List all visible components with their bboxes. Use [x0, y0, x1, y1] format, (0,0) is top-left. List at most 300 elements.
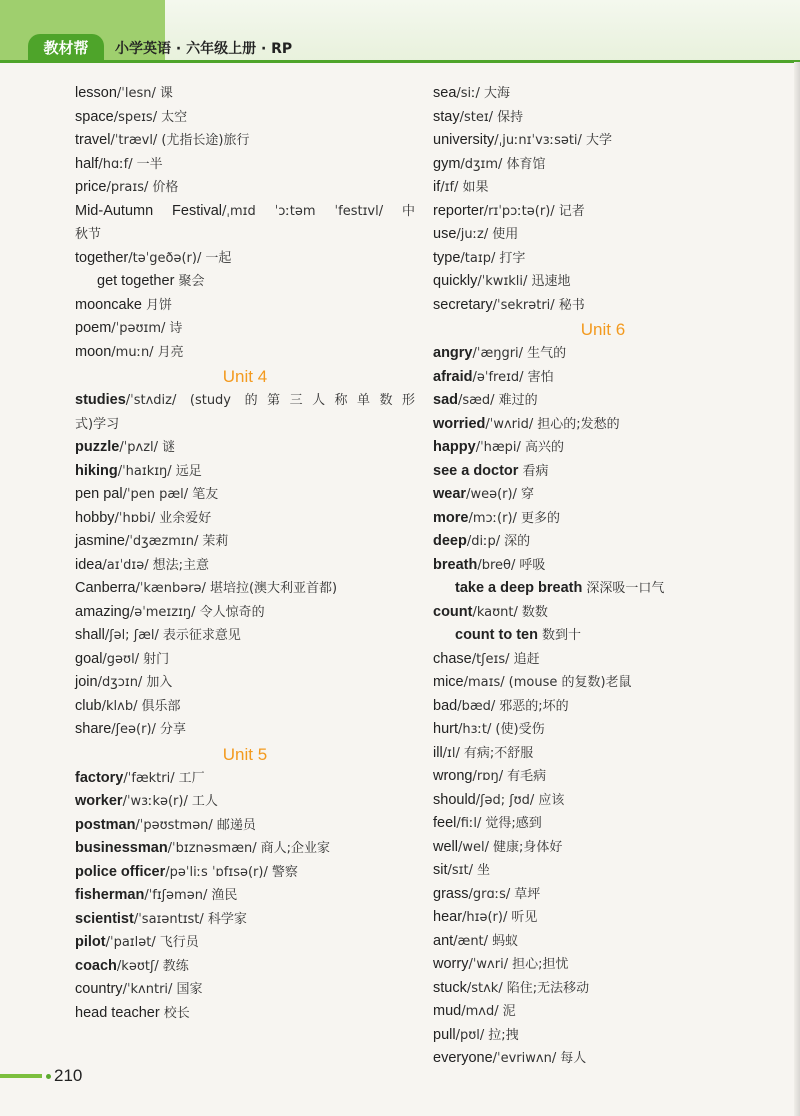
unit-heading: Unit 6	[580, 320, 626, 339]
vocab-phonetic: /ˈpen pæl/	[122, 487, 189, 502]
vocab-phonetic: /ˈpəʊɪm/	[111, 321, 166, 336]
vocab-meaning: 深的	[504, 534, 531, 549]
vocab-phonetic: /mʌd/	[461, 1004, 499, 1019]
vocab-phonetic: /ˈwʌri/	[468, 957, 509, 972]
vocab-meaning: 飞行员	[159, 935, 199, 950]
vocab-entry	[75, 577, 415, 601]
vocab-entry	[75, 270, 415, 294]
vocab-phonetic: /ɪf/	[440, 180, 459, 195]
vocab-phonetic: /kəʊtʃ/	[116, 958, 159, 974]
vocab-word: worker	[75, 793, 123, 809]
vocab-entry	[433, 1047, 773, 1071]
vocab-word: secretary	[433, 296, 493, 313]
vocab-entry	[433, 977, 773, 1001]
vocab-entry	[75, 884, 415, 908]
vocab-word: stay	[433, 108, 460, 125]
vocab-word: count to ten	[455, 627, 538, 643]
vocab-meaning: 看病	[522, 463, 549, 479]
vocab-phonetic: /weə(r)/	[466, 487, 517, 502]
vocab-meaning: 笔友	[192, 487, 219, 502]
vocab-word: angry	[433, 345, 473, 361]
page-header	[0, 0, 800, 62]
vocab-word: space	[75, 108, 114, 125]
vocab-word: businessman	[75, 840, 168, 856]
vocab-meaning: 秘书	[558, 297, 585, 313]
vocab-meaning: 业余爱好	[159, 510, 212, 526]
vocab-word: should	[433, 791, 476, 808]
vocab-meaning: 陷住;无法移动	[506, 980, 590, 996]
vocab-word: more	[433, 509, 469, 526]
vocab-meaning: 想法;主意	[152, 557, 210, 573]
vocab-phonetic: /breθ/	[477, 557, 516, 573]
vocab-phonetic: /sæd/	[458, 393, 495, 408]
vocab-word: quickly	[433, 273, 478, 289]
vocab-phonetic: /ˈlesn/	[116, 86, 156, 101]
vocab-phonetic: /ʃəd; ʃʊd/	[475, 792, 535, 808]
vocab-meaning: (study 的第三人称单数形	[189, 393, 415, 408]
vocab-phonetic: /taɪp/	[460, 250, 496, 266]
vocab-entry	[75, 814, 415, 838]
vocab-meaning: 每人	[560, 1051, 587, 1066]
vocab-entry	[75, 790, 415, 814]
vocab-meaning: 害怕	[527, 369, 554, 385]
vocab-entry	[75, 931, 415, 955]
vocab-entry	[433, 718, 773, 742]
vocab-entry	[75, 554, 415, 578]
vocab-entry-continuation	[75, 413, 415, 437]
vocab-meaning: (使)受伤	[495, 722, 545, 737]
vocab-phonetic: /ɪl/	[442, 745, 460, 761]
vocab-entry	[433, 601, 773, 625]
vocab-word: jasmine	[75, 533, 125, 549]
vocab-phonetic: /klʌb/	[101, 698, 138, 714]
vocab-word: take a deep breath	[455, 580, 583, 596]
vocab-phonetic: /praɪs/	[106, 180, 149, 195]
vocab-entry	[75, 129, 415, 153]
vocab-entry	[433, 460, 773, 484]
vocab-word: ill	[433, 744, 443, 761]
vocab-word: university	[433, 132, 495, 148]
vocab-meaning: 更多的	[520, 510, 560, 526]
vocab-word: Canberra	[75, 580, 136, 596]
vocab-word: amazing	[75, 603, 130, 620]
vocab-phonetic: /juːz/	[456, 227, 489, 242]
vocab-word: head teacher	[75, 1004, 160, 1021]
vocab-entry	[433, 742, 773, 766]
vocab-word: half	[75, 155, 99, 172]
vocab-word: sad	[433, 392, 458, 408]
vocab-entry	[433, 223, 773, 247]
vocab-meaning: 加入	[146, 675, 173, 690]
vocab-entry	[75, 767, 415, 791]
vocab-entry	[433, 483, 773, 507]
vocab-phonetic: /ˈfɪʃəmən/	[144, 888, 208, 903]
vocab-phonetic: /speɪs/	[113, 109, 158, 125]
vocab-word: happy	[433, 439, 476, 455]
vocab-entry	[433, 389, 773, 413]
vocab-word: police officer	[75, 863, 166, 880]
vocab-phonetic: /ˈtrævl/	[110, 133, 158, 148]
vocab-word: price	[75, 179, 107, 195]
vocab-meaning: 迅速地	[531, 274, 571, 289]
vocab-phonetic: /ˈhaɪkɪŋ/	[117, 463, 172, 479]
vocab-word: pen pal	[75, 486, 123, 502]
vocab-meaning: 远足	[175, 463, 202, 479]
vocab-phonetic: /ˈfæktri/	[123, 770, 175, 786]
vocab-word: ant	[433, 932, 454, 949]
vocab-meaning: (尤指长途)旅行	[161, 133, 250, 148]
header-title: 小学英语 · 六年级上册 · RP	[115, 41, 293, 57]
vocab-meaning: 堪培拉(澳大利亚首都)	[209, 581, 338, 596]
vocab-phonetic: /ˈevriwʌn/	[492, 1051, 557, 1066]
vocab-phonetic: /hɜːt/	[458, 722, 492, 737]
footer-green-bar	[0, 1074, 42, 1078]
vocab-word: chase	[433, 650, 472, 667]
vocab-entry	[433, 953, 773, 977]
vocab-word: hiking	[75, 462, 118, 479]
vocab-word: hobby	[75, 509, 115, 526]
vocab-entry	[433, 906, 773, 930]
header-tab-label: 教材帮	[28, 34, 104, 60]
vocab-entry	[75, 341, 415, 365]
vocab-meaning: 渔民	[211, 888, 238, 903]
vocab-entry	[75, 648, 415, 672]
vocab-phonetic: /bæd/	[457, 698, 496, 714]
vocab-word: see a doctor	[433, 462, 519, 479]
vocab-meaning: 大学	[585, 133, 612, 148]
vocab-phonetic: /ʃəl; ʃæl/	[104, 628, 159, 643]
vocab-word: scientist	[75, 910, 134, 927]
vocab-word: poem	[75, 320, 112, 336]
vocab-phonetic: /ˈæŋgri/	[472, 346, 524, 361]
vocab-word: sea	[433, 85, 457, 101]
vocab-entry	[75, 436, 415, 460]
vocab-word: gym	[433, 155, 461, 172]
vocab-entry	[75, 978, 415, 1002]
vocab-entry	[75, 153, 415, 177]
vocab-phonetic: /ˈhæpi/	[475, 440, 521, 455]
vocab-word: travel	[75, 132, 111, 148]
vocab-phonetic: /rɪˈpɔːtə(r)/	[483, 203, 555, 219]
vocab-phonetic: /pʊl/	[455, 1027, 485, 1043]
vocab-meaning: 有毛病	[507, 769, 547, 784]
vocab-meaning: 大海	[483, 86, 510, 101]
vocab-word: studies	[75, 392, 126, 408]
vocab-word: afraid	[433, 368, 473, 385]
vocab-phonetic: /pəˈliːs ˈɒfɪsə(r)/	[165, 864, 268, 880]
vocab-entry	[75, 861, 415, 885]
vocab-meaning: 觉得;感到	[485, 816, 542, 831]
vocab-word: reporter	[433, 202, 484, 219]
vocab-word: mud	[433, 1003, 462, 1019]
vocab-entry	[75, 671, 415, 695]
vocab-word: feel	[433, 815, 457, 831]
vocab-entry	[433, 836, 773, 860]
vocab-entry	[75, 695, 415, 719]
vocab-phonetic: /ˌmɪd ˈɔːtəm ˈfestɪvl/	[222, 203, 384, 219]
vocab-word: breath	[433, 556, 478, 573]
vocab-meaning: 国家	[176, 982, 203, 997]
vocab-phonetic: /ˈpʌzl/	[119, 440, 159, 455]
left-vocabulary-column	[75, 82, 415, 1025]
vocab-meaning: 草坪	[514, 886, 541, 902]
vocab-meaning: 蚂蚁	[492, 933, 519, 949]
vocab-entry	[433, 342, 773, 366]
vocab-meaning: 数到十	[542, 628, 582, 643]
vocab-meaning: 呼吸	[519, 557, 546, 573]
vocab-word: join	[75, 674, 98, 690]
vocab-entry	[75, 317, 415, 341]
vocab-meaning: (mouse 的复数)老鼠	[508, 675, 632, 690]
vocab-word: mooncake	[75, 296, 142, 313]
vocab-word: together	[75, 249, 129, 266]
vocab-entry-continuation	[75, 223, 415, 247]
vocab-meaning: 商人;企业家	[260, 841, 331, 856]
vocab-entry	[433, 648, 773, 672]
vocab-meaning: 工厂	[178, 770, 205, 786]
vocab-word: pull	[433, 1026, 456, 1043]
vocab-meaning: 太空	[161, 109, 188, 125]
vocab-phonetic: /əˈfreɪd/	[472, 369, 524, 385]
vocab-phonetic: /fiːl/	[456, 816, 482, 831]
vocab-entry	[433, 129, 773, 153]
vocab-meaning: 茉莉	[202, 534, 229, 549]
book-page-edge	[794, 62, 800, 1116]
vocab-meaning: 听见	[511, 910, 538, 925]
vocab-word: if	[433, 179, 441, 195]
vocab-word: puzzle	[75, 439, 120, 455]
vocab-entry	[75, 106, 415, 130]
vocab-entry	[433, 1000, 773, 1024]
vocab-phonetic: /ˈkwɪkli/	[477, 274, 528, 289]
vocab-entry	[75, 718, 415, 742]
vocab-meaning: 泥	[502, 1004, 516, 1019]
vocab-word: idea	[75, 556, 103, 573]
vocab-phonetic: /dʒɪm/	[460, 156, 503, 172]
vocab-meaning: 难过的	[498, 393, 538, 408]
vocab-phonetic: /hɑːf/	[98, 156, 133, 172]
vocab-word: factory	[75, 769, 124, 786]
vocab-meaning: 担心;担忧	[512, 957, 569, 972]
vocab-word: fisherman	[75, 887, 145, 903]
vocab-phonetic: /ˈwʌrid/	[485, 416, 534, 432]
page-number: 210	[54, 1066, 83, 1085]
vocab-meaning: 价格	[152, 180, 179, 195]
vocab-phonetic: /ʃeə(r)/	[111, 722, 156, 737]
vocab-phonetic: /ˈstʌdiz/	[125, 393, 177, 408]
vocab-word: worry	[433, 956, 469, 972]
vocab-phonetic: /dʒɔɪn/	[97, 675, 143, 690]
vocab-entry	[433, 930, 773, 954]
vocab-word: share	[75, 721, 112, 737]
vocab-entry	[433, 789, 773, 813]
vocab-phonetic: /sɪt/	[447, 863, 473, 878]
vocab-phonetic: /aɪˈdɪə/	[102, 557, 149, 573]
vocab-phonetic: /ˈbɪznəsmæn/	[167, 841, 257, 856]
vocab-entry	[433, 577, 773, 601]
vocab-phonetic: /siː/	[456, 86, 480, 101]
vocab-phonetic: /ˈkænbərə/	[135, 581, 206, 596]
vocab-word: club	[75, 697, 102, 714]
vocab-entry	[75, 82, 415, 106]
vocab-phonetic: /hɪə(r)/	[462, 910, 508, 925]
vocab-entry	[433, 413, 773, 437]
vocab-meaning: 健康;身体好	[493, 839, 563, 855]
vocab-meaning: 科学家	[207, 911, 247, 927]
vocab-entry	[433, 153, 773, 177]
vocab-word: hear	[433, 909, 463, 925]
vocab-word: coach	[75, 957, 117, 974]
vocab-entry	[433, 765, 773, 789]
vocab-entry	[433, 507, 773, 531]
vocab-phonetic: /ˈkʌntri/	[122, 982, 173, 997]
vocab-entry	[433, 270, 773, 294]
vocab-entry	[433, 366, 773, 390]
vocab-phonetic: /steɪ/	[459, 109, 494, 125]
vocab-meaning: 打字	[499, 250, 526, 266]
vocab-meaning: 担心的;发愁的	[537, 416, 620, 432]
vocab-meaning: 一半	[136, 156, 163, 172]
vocab-meaning: 诗	[169, 321, 183, 336]
vocab-word: everyone	[433, 1050, 493, 1066]
vocab-meaning: 如果	[462, 180, 489, 195]
vocab-entry	[433, 82, 773, 106]
right-vocabulary-column	[433, 82, 773, 1071]
vocab-word: wear	[433, 486, 467, 502]
vocab-word: type	[433, 249, 461, 266]
vocab-meaning: 秋节	[75, 227, 102, 242]
vocab-word: use	[433, 226, 457, 242]
vocab-entry	[433, 176, 773, 200]
vocab-meaning: 课	[159, 86, 173, 101]
vocab-meaning: 有病;不舒服	[463, 745, 534, 761]
vocab-entry	[433, 530, 773, 554]
vocab-entry	[75, 460, 415, 484]
vocab-word: get together	[97, 273, 175, 289]
vocab-entry	[433, 1024, 773, 1048]
vocab-word: mice	[433, 674, 464, 690]
vocab-entry	[433, 554, 773, 578]
vocab-meaning: 工人	[191, 794, 218, 809]
vocab-meaning: 记者	[558, 203, 585, 219]
vocab-phonetic: /ˈwɜːkə(r)/	[122, 794, 188, 809]
vocab-word: worried	[433, 415, 486, 432]
vocab-phonetic: /ˈpaɪlət/	[105, 935, 156, 950]
vocab-meaning: 校长	[163, 1005, 190, 1021]
vocab-phonetic: /muːn/	[111, 344, 154, 360]
unit-heading: Unit 5	[222, 744, 268, 764]
vocab-meaning: 生气的	[527, 346, 567, 361]
vocab-word: bad	[433, 697, 458, 714]
vocab-entry	[75, 624, 415, 648]
vocab-entry	[433, 883, 773, 907]
vocab-phonetic: /ˈdʒæzmɪn/	[124, 534, 199, 549]
vocab-meaning: 高兴的	[524, 440, 564, 455]
vocab-meaning: 拉;拽	[488, 1027, 519, 1043]
vocab-phonetic: /maɪs/	[463, 675, 505, 690]
header-divider	[0, 60, 800, 63]
vocab-phonetic: /gəʊl/	[102, 651, 140, 667]
vocab-word: stuck	[433, 979, 467, 996]
vocab-phonetic: /ˈsaɪəntɪst/	[133, 911, 204, 927]
vocab-phonetic: /ˌjuːnɪˈvɜːsəti/	[494, 133, 582, 148]
vocab-entry	[433, 436, 773, 460]
vocab-phonetic: /əˈmeɪzɪŋ/	[129, 604, 196, 620]
vocab-phonetic: /təˈgeðə(r)/	[128, 250, 202, 266]
vocab-meaning: 俱乐部	[141, 698, 181, 714]
vocab-phonetic: /kaʊnt/	[472, 604, 518, 620]
vocab-entry	[75, 247, 415, 271]
vocab-phonetic: /ˈpəʊstmən/	[135, 817, 213, 833]
vocab-meaning: 中	[401, 203, 415, 219]
vocab-entry	[75, 507, 415, 531]
vocab-entry	[433, 247, 773, 271]
vocab-word: country	[75, 981, 123, 997]
vocab-word: count	[433, 603, 473, 620]
unit-heading: Unit 4	[222, 367, 268, 386]
vocab-entry	[433, 294, 773, 318]
vocab-entry	[75, 837, 415, 861]
vocab-meaning: 聚会	[178, 274, 205, 289]
vocab-entry	[433, 200, 773, 224]
vocab-meaning: 射门	[143, 651, 170, 667]
vocab-phonetic: /stʌk/	[466, 980, 503, 996]
vocab-meaning: 使用	[492, 227, 519, 242]
vocab-phonetic: /diːp/	[466, 534, 501, 549]
vocab-word: Mid-Autumn Festival	[75, 202, 223, 219]
vocab-entry	[75, 1002, 415, 1026]
vocab-meaning: 谜	[162, 440, 176, 455]
vocab-entry	[433, 671, 773, 695]
vocab-entry	[75, 530, 415, 554]
vocab-word: hurt	[433, 721, 458, 737]
vocab-meaning: 邮递员	[216, 817, 256, 833]
vocab-word: grass	[433, 885, 469, 902]
vocab-phonetic: /rɒŋ/	[472, 769, 504, 784]
vocab-meaning: 月饼	[145, 297, 172, 313]
vocab-entry	[433, 106, 773, 130]
vocab-meaning: 邪恶的;坏的	[499, 698, 569, 714]
vocab-meaning: 警察	[271, 864, 298, 880]
vocab-entry	[75, 955, 415, 979]
vocab-meaning: 体育馆	[506, 156, 546, 172]
vocab-phonetic: /grɑːs/	[468, 886, 511, 902]
vocab-entry	[433, 812, 773, 836]
vocab-meaning: 坐	[477, 863, 491, 878]
vocab-meaning: 应该	[538, 792, 565, 808]
vocab-word: sit	[433, 862, 448, 878]
vocab-word: goal	[75, 650, 103, 667]
vocab-word: shall	[75, 627, 105, 643]
vocab-meaning: 令人惊奇的	[199, 604, 265, 620]
footer-dot	[46, 1074, 51, 1079]
vocab-entry	[75, 200, 415, 224]
vocab-phonetic: /ˈsekrətri/	[492, 297, 555, 313]
vocab-entry	[75, 483, 415, 507]
vocab-entry	[433, 624, 773, 648]
vocab-word: deep	[433, 533, 467, 549]
vocab-word: wrong	[433, 768, 473, 784]
vocab-meaning: 月亮	[157, 344, 184, 360]
vocab-meaning: 分享	[159, 722, 186, 737]
vocab-phonetic: /ˈhɒbi/	[114, 510, 156, 526]
vocab-word: moon	[75, 343, 112, 360]
vocab-entry	[75, 908, 415, 932]
vocab-meaning: 穿	[520, 487, 534, 502]
vocab-meaning: 式)学习	[75, 416, 120, 432]
page-number-footer	[0, 1066, 82, 1086]
vocab-word: well	[433, 838, 458, 855]
